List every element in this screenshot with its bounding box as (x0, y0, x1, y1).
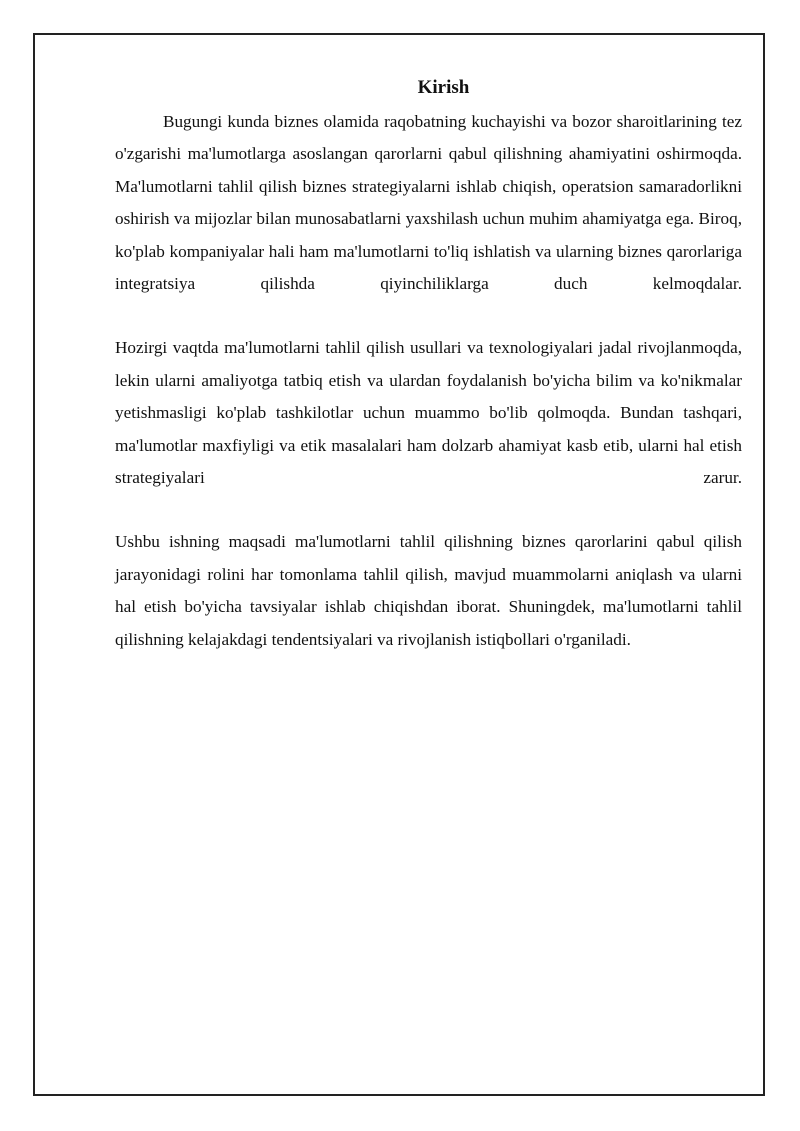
paragraph-current-state: Hozirgi vaqtda ma'lumotlarni tahlil qilish usullari va texnologiyalari jadal rivojlanmoqda, lekin ularni amaliyotga tatbiq etish va ulardan foydalanish bo'yicha bilim va ko'nikmalar yetishmasligi ko'plab tashkilotlar uchun muammo bo'lib qolmoqda. Bundan tashqari, ma'lumotlar maxfiyligi va etik masalalari ham dolzarb ahamiyat kasb etib, ularni hal etish strategiyalari zarur. (115, 338, 742, 488)
document-title: Kirish (417, 77, 470, 98)
paragraph-objective: Ushbu ishning maqsadi ma'lumotlarni tahlil qilishning biznes qarorlarini qabul qilish jarayonidagi rolini har tomonlama tahlil qilish, mavjud muammolarni aniqlash va ularni hal etish bo'yicha tavsiyalar ishlab chiqishdan iborat. Shuningdek, ma'lumotlarni tahlil qilishning kelajakdagi tendentsiyalari va rivojlanish istiqbollari o'rganiladi. (115, 532, 742, 649)
document-body (115, 74, 742, 688)
paragraph-intro: Bugungi kunda biznes olamida raqobatning kuchayishi va bozor sharoitlarining tez o'zgarishi ma'lumotlarga asoslangan qarorlarni qabul qilishning ahamiyatini oshirmoqda. Ma'lumotlarni tahlil qilish biznes strategiyalarni ishlab chiqish, operatsion samaradorlikni oshirish va mijozlar bilan munosabatlarni yaxshilash uchun muhim ahamiyatga ega. Biroq, ko'plab kompaniyalar hali ham ma'lumotlarni to'liq ishlatish va ularning biznes qarorlariga integratsiya qilishda qiyinchiliklarga duch kelmoqdalar. (115, 112, 742, 294)
